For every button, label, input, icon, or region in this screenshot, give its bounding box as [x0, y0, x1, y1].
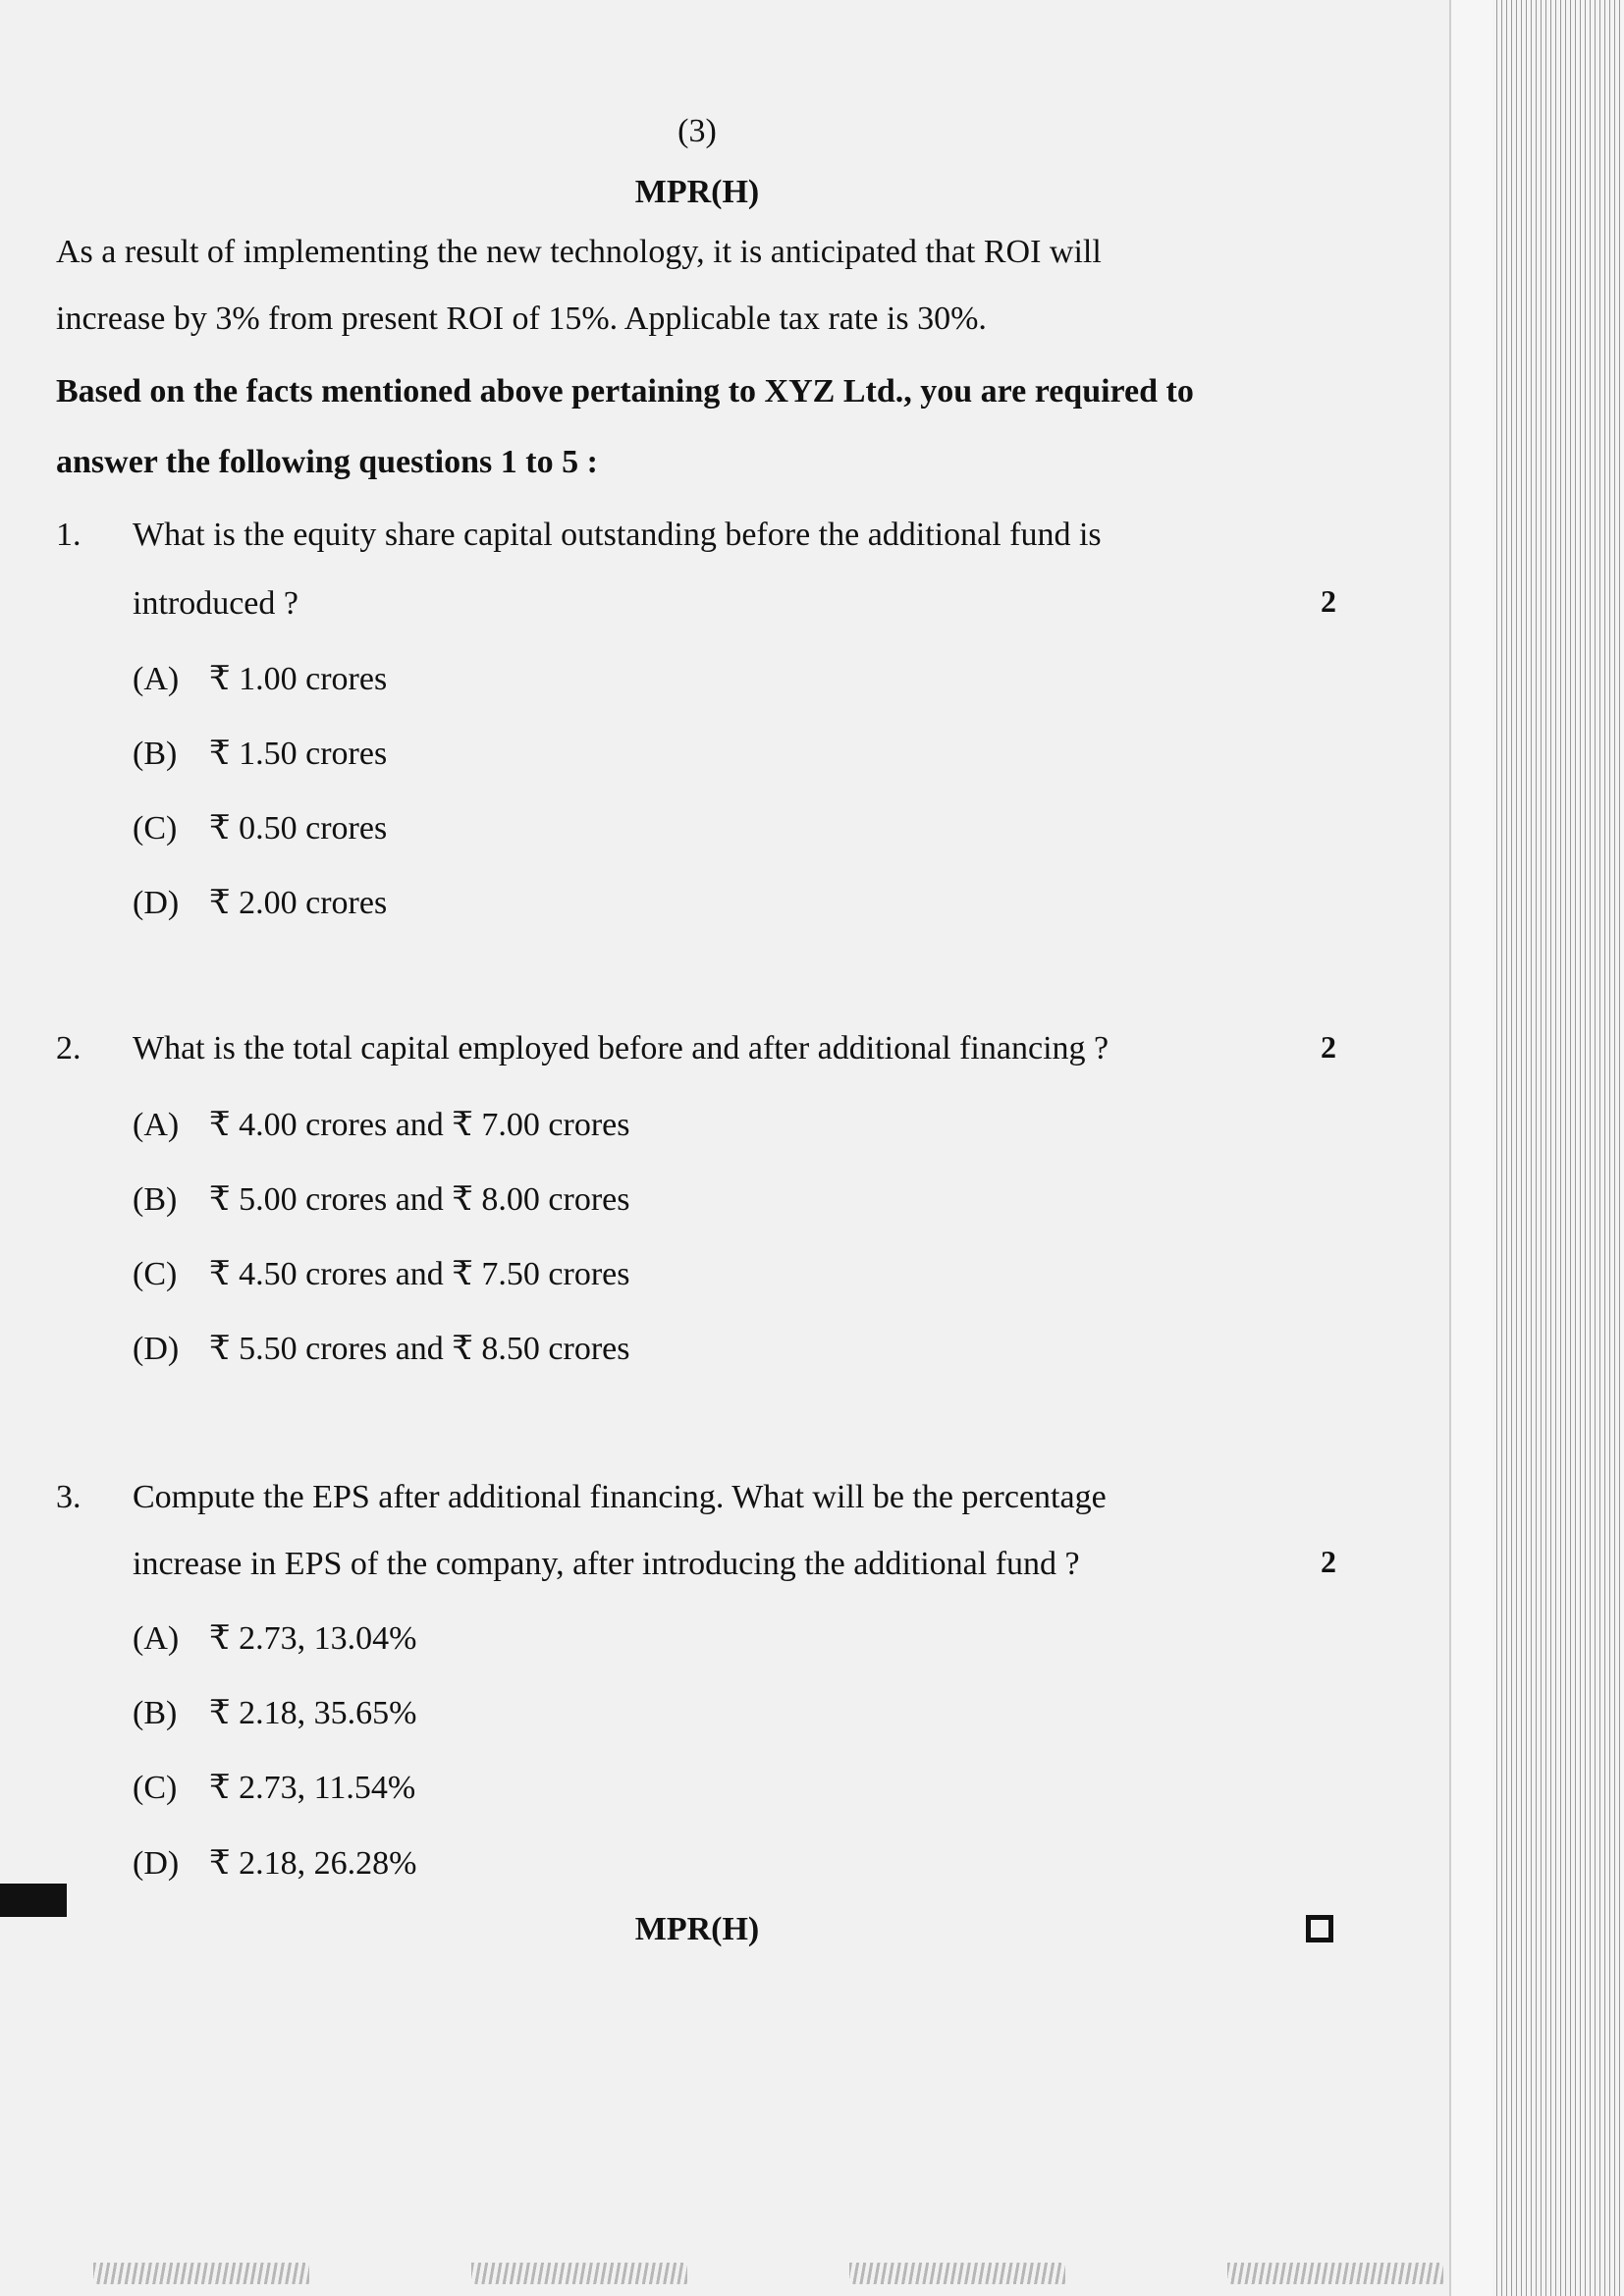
intro-line-2: increase by 3% from present ROI of 15%. Applicable tax rate is 30%.	[56, 301, 987, 337]
option-text: ₹ 0.50 crores	[209, 810, 388, 847]
question-number: 1.	[56, 517, 81, 553]
question-text-line-1: What is the total capital employed before and after additional financing ?	[133, 1030, 1110, 1066]
option-text: ₹ 2.18, 26.28%	[209, 1845, 417, 1882]
option-label: (A)	[133, 1620, 180, 1657]
question-text-line-2: increase in EPS of the company, after introducing the additional fund ?	[133, 1546, 1080, 1582]
option-text: ₹ 4.50 crores and ₹ 7.50 crores	[209, 1256, 630, 1292]
option-text: ₹ 1.00 crores	[209, 661, 388, 697]
marks: 2	[1321, 1029, 1336, 1065]
option-text: ₹ 2.18, 35.65%	[209, 1695, 417, 1731]
marks: 2	[1321, 583, 1336, 619]
page-gap	[1451, 0, 1492, 2296]
option-text: ₹ 1.50 crores	[209, 736, 388, 772]
option-label: (D)	[133, 1845, 180, 1882]
bottom-stamp	[471, 2263, 687, 2284]
option-label: (B)	[133, 1695, 178, 1731]
option-label: (C)	[133, 810, 178, 847]
option-label: (A)	[133, 1107, 180, 1143]
option-label: (C)	[133, 1256, 178, 1292]
question-text-line-1: Compute the EPS after additional financing. What will be the percentage	[133, 1479, 1107, 1515]
option-label: (C)	[133, 1770, 178, 1806]
option-label: (D)	[133, 885, 180, 921]
page-number: (3)	[677, 113, 717, 149]
question-number: 2.	[56, 1030, 81, 1066]
marks: 2	[1321, 1544, 1336, 1579]
option-text: ₹ 5.00 crores and ₹ 8.00 crores	[209, 1181, 630, 1218]
footer-code: MPR(H)	[634, 1911, 760, 1947]
bottom-stamp	[93, 2263, 309, 2284]
option-text: ₹ 2.00 crores	[209, 885, 388, 921]
option-label: (B)	[133, 1181, 178, 1218]
header-code: MPR(H)	[634, 174, 760, 210]
page-stack-edge	[1492, 0, 1624, 2296]
option-text: ₹ 2.73, 11.54%	[209, 1770, 416, 1806]
intro-line-1: As a result of implementing the new technology, it is anticipated that ROI will	[56, 234, 1102, 270]
option-label: (A)	[133, 661, 180, 697]
instruction-line-2: answer the following questions 1 to 5 :	[56, 444, 598, 480]
instruction-line-1: Based on the facts mentioned above pertaining to XYZ Ltd., you are required to	[56, 373, 1194, 410]
question-text-line-2: introduced ?	[133, 585, 298, 622]
end-square-icon	[1306, 1915, 1333, 1942]
bottom-stamp	[1227, 2263, 1443, 2284]
question-text-line-1: What is the equity share capital outstanding before the additional fund is	[133, 517, 1102, 553]
option-label: (B)	[133, 736, 178, 772]
question-number: 3.	[56, 1479, 81, 1515]
option-text: ₹ 2.73, 13.04%	[209, 1620, 417, 1657]
option-text: ₹ 5.50 crores and ₹ 8.50 crores	[209, 1331, 630, 1367]
option-text: ₹ 4.00 crores and ₹ 7.00 crores	[209, 1107, 630, 1143]
option-label: (D)	[133, 1331, 180, 1367]
bottom-stamp	[849, 2263, 1065, 2284]
